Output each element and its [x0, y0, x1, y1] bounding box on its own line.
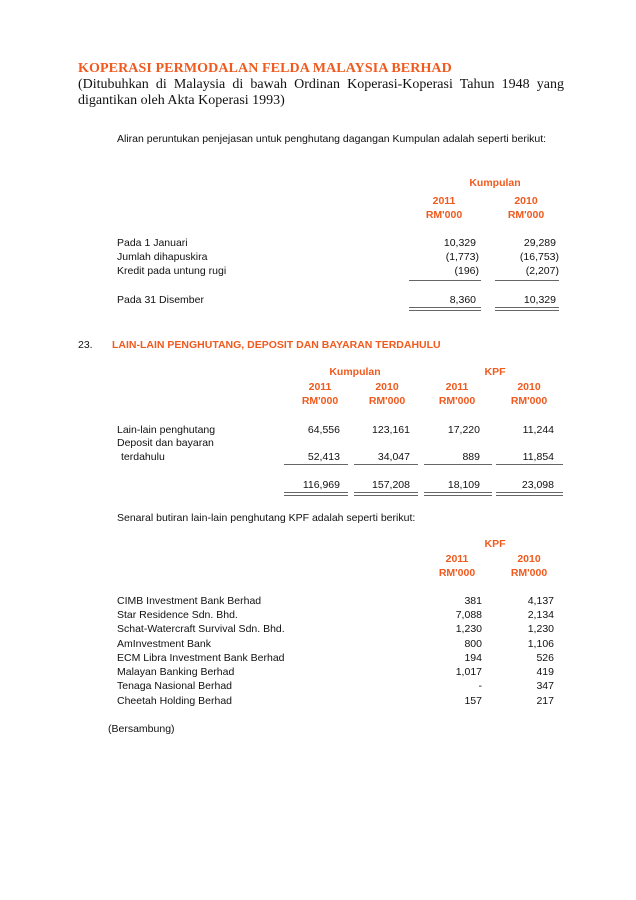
col-unit: RM'000: [510, 567, 548, 579]
cell-value: 1,230: [527, 623, 554, 635]
cell-value: 381: [464, 595, 482, 607]
col-year: 2010: [517, 553, 541, 565]
allowance-intro: Aliran peruntukan penjejasan untuk penghutang dagangan Kumpulan adalah seperti berikut:: [117, 133, 547, 145]
kpf-details-intro: Senaral butiran lain-lain penghutang KPF adalah seperti berikut:: [117, 512, 416, 524]
cell-value: 64,556: [307, 424, 340, 436]
cell-value: 34,047: [377, 451, 410, 463]
subtotal-rule: [424, 464, 492, 465]
cell-value: -: [478, 680, 482, 692]
row-label: Jumlah dihapuskira: [117, 251, 208, 263]
cell-value: 1,230: [455, 623, 482, 635]
total-value: 8,360: [449, 294, 476, 306]
col-unit: RM'000: [510, 395, 548, 407]
group-header-kpf: KPF: [484, 366, 506, 378]
cell-value: 29,289: [523, 237, 556, 249]
total-double-rule: [424, 492, 492, 496]
col-year: 2011: [445, 381, 469, 393]
company-title: KOPERASI PERMODALAN FELDA MALAYSIA BERHAD: [78, 61, 452, 76]
cell-value: 1,017: [455, 666, 482, 678]
total-label: Pada 31 Disember: [117, 294, 204, 306]
col-year: 2010: [375, 381, 399, 393]
cell-value: (16,753): [519, 251, 559, 263]
cell-value: 347: [536, 680, 554, 692]
continued-note: (Bersambung): [108, 723, 175, 735]
total-double-rule: [409, 307, 481, 311]
row-label: CIMB Investment Bank Berhad: [117, 595, 262, 607]
total-value: 23,098: [521, 479, 554, 491]
row-label: Cheetah Holding Berhad: [117, 695, 232, 707]
col-year: 2010: [517, 381, 541, 393]
note-number: 23.: [78, 339, 93, 351]
allowance-col-unit: RM'000: [425, 209, 463, 221]
cell-value: 11,854: [522, 451, 554, 463]
col-year: 2011: [445, 553, 469, 565]
row-label: Star Residence Sdn. Bhd.: [117, 609, 238, 621]
cell-value: 123,161: [372, 424, 410, 436]
group-header-kumpulan: Kumpulan: [329, 366, 381, 378]
allowance-col-year: 2010: [514, 195, 538, 207]
allowance-group-header: Kumpulan: [469, 177, 521, 189]
cell-value: 17,220: [447, 424, 480, 436]
cell-value: 889: [462, 451, 480, 463]
row-label: Deposit dan bayaran: [117, 437, 214, 449]
row-label: AmInvestment Bank: [117, 638, 211, 650]
cell-value: (1,773): [445, 251, 479, 263]
col-unit: RM'000: [438, 395, 476, 407]
total-double-rule: [495, 307, 559, 311]
total-value: 10,329: [523, 294, 556, 306]
col-year: 2011: [308, 381, 332, 393]
company-subtitle: (Ditubuhkan di Malaysia di bawah Ordinan Koperasi-Koperasi Tahun 1948 yang digantikan oleh Akta Koperasi 1993): [78, 77, 564, 108]
row-label: Schat-Watercraft Survival Sdn. Bhd.: [117, 623, 285, 635]
total-double-rule: [354, 492, 418, 496]
total-value: 157,208: [372, 479, 410, 491]
col-unit: RM'000: [301, 395, 339, 407]
total-double-rule: [284, 492, 348, 496]
cell-value: (196): [454, 265, 479, 277]
cell-value: 10,329: [443, 237, 476, 249]
kpf-group-header: KPF: [484, 538, 506, 550]
row-label: Kredit pada untung rugi: [117, 265, 227, 277]
cell-value: 526: [536, 652, 554, 664]
row-label: Pada 1 Januari: [117, 237, 188, 249]
row-label: Tenaga Nasional Berhad: [117, 680, 232, 692]
row-label: terdahulu: [121, 451, 165, 463]
cell-value: (2,207): [525, 265, 559, 277]
allowance-col-year: 2011: [432, 195, 456, 207]
cell-value: 52,413: [307, 451, 340, 463]
cell-value: 194: [464, 652, 482, 664]
row-label: Malayan Banking Berhad: [117, 666, 235, 678]
cell-value: 7,088: [455, 609, 482, 621]
col-unit: RM'000: [438, 567, 476, 579]
row-label: Lain-lain penghutang: [117, 424, 216, 436]
total-value: 116,969: [302, 479, 340, 491]
cell-value: 800: [464, 638, 482, 650]
cell-value: 4,137: [527, 595, 554, 607]
cell-value: 11,244: [522, 424, 554, 436]
allowance-col-unit: RM'000: [507, 209, 545, 221]
subtotal-rule: [495, 280, 559, 281]
note-title: LAIN-LAIN PENGHUTANG, DEPOSIT DAN BAYARAN TERDAHULU: [112, 339, 441, 351]
cell-value: 157: [464, 695, 482, 707]
total-double-rule: [496, 492, 563, 496]
subtotal-rule: [496, 464, 563, 465]
subtotal-rule: [409, 280, 481, 281]
row-label: ECM Libra Investment Bank Berhad: [117, 652, 285, 664]
col-unit: RM'000: [368, 395, 406, 407]
cell-value: 419: [536, 666, 554, 678]
subtotal-rule: [284, 464, 348, 465]
subtotal-rule: [354, 464, 418, 465]
cell-value: 217: [536, 695, 554, 707]
total-value: 18,109: [447, 479, 480, 491]
cell-value: 2,134: [527, 609, 554, 621]
cell-value: 1,106: [527, 638, 554, 650]
